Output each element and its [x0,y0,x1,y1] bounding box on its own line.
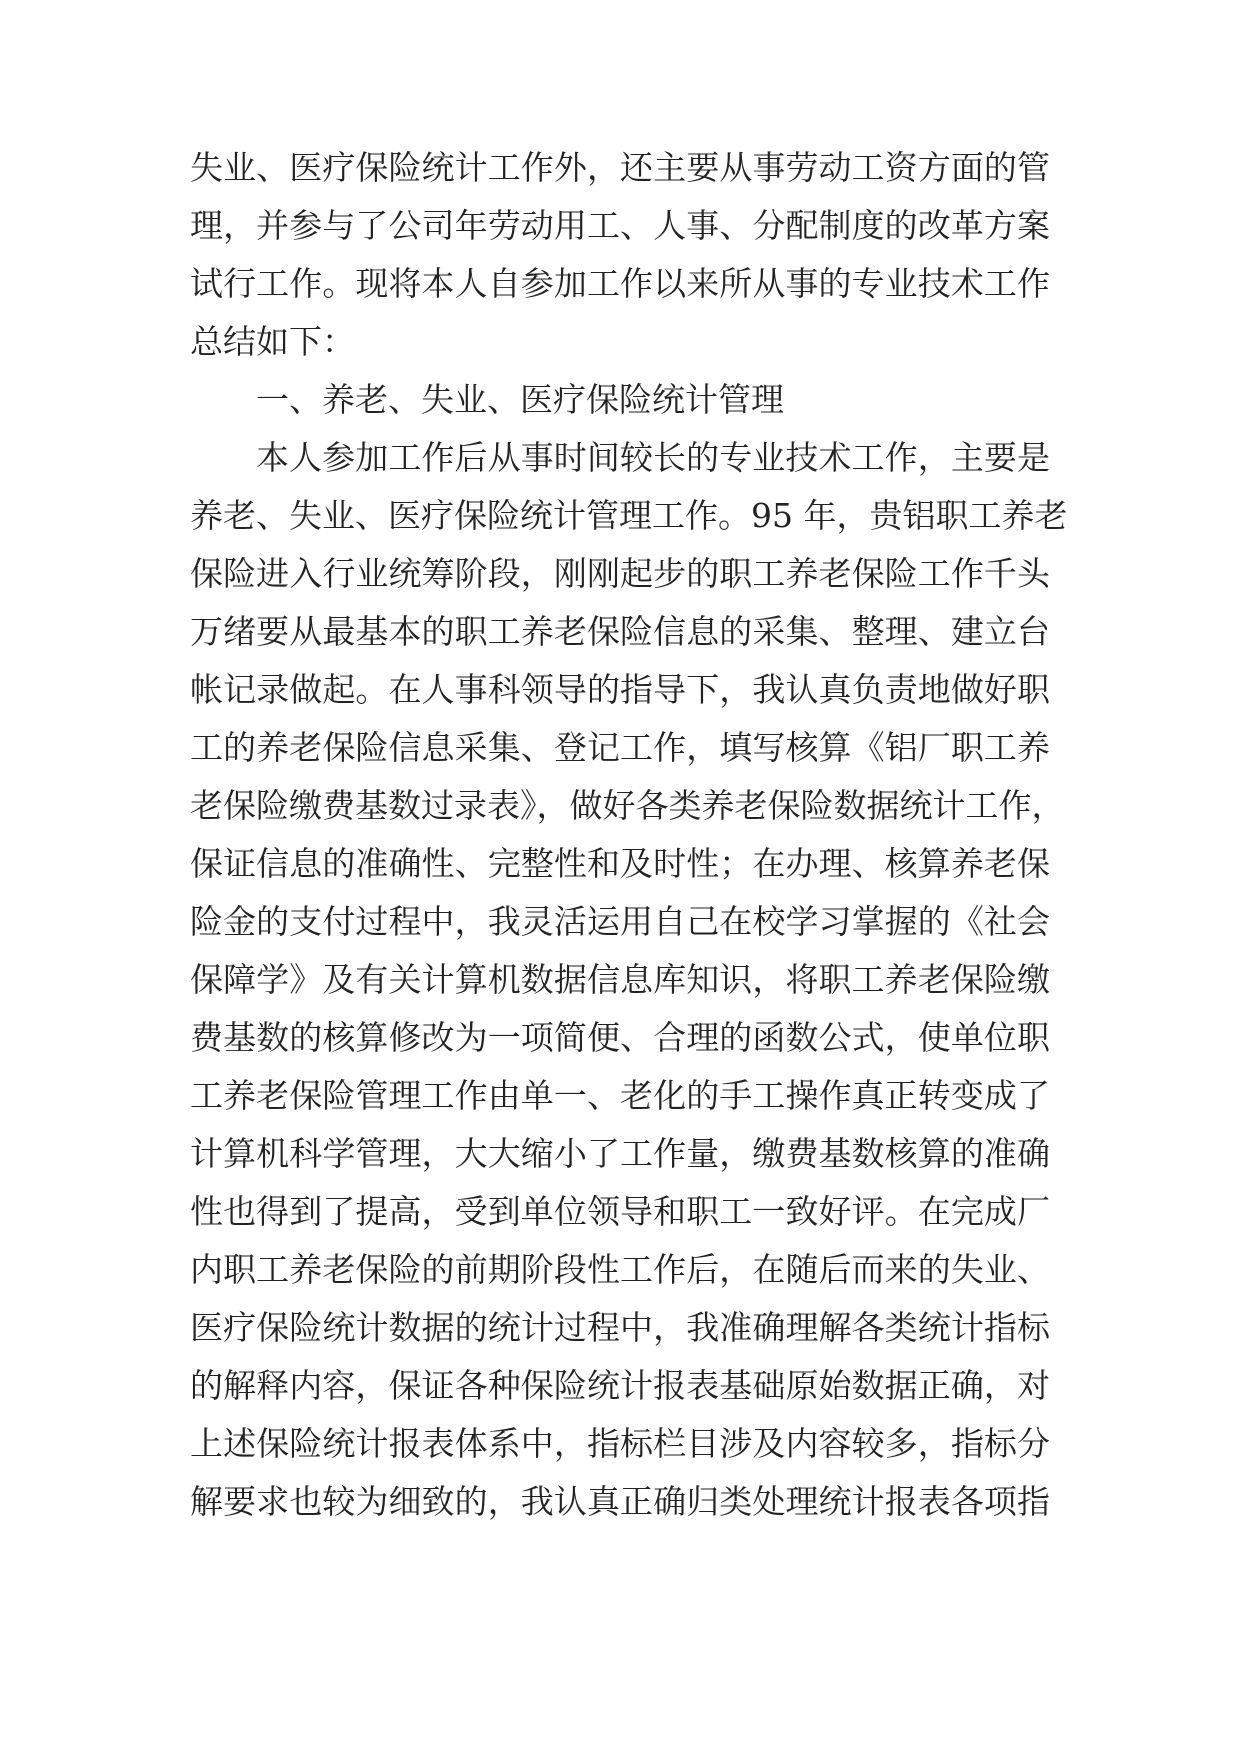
text-line: 万绪要从最基本的职工养老保险信息的采集、整理、建立台 [190,612,1050,651]
text-line: 老保险缴费基数过录表》，做好各类养老保险数据统计工作， [190,786,1065,825]
text-line: 保障学》及有关计算机数据信息库知识，将职工养老保险缴 [190,960,1050,999]
text-line: 工的养老保险信息采集、登记工作，填写核算《铝厂职工养 [190,728,1050,767]
text-line: 总结如下： [190,322,355,361]
text-line: 计算机科学管理，大大缩小了工作量，缴费基数核算的准确 [190,1134,1050,1173]
text-line: 工养老保险管理工作由单一、老化的手工操作真正转变成了 [190,1076,1050,1115]
text-line: 费基数的核算修改为一项简便、合理的函数公式，使单位职 [190,1018,1050,1057]
text-line: 本人参加工作后从事时间较长的专业技术工作，主要是 [256,438,1050,477]
text-line: 性也得到了提高，受到单位领导和职工一致好评。在完成厂 [190,1192,1050,1231]
text-line: 上述保险统计报表体系中，指标栏目涉及内容较多，指标分 [190,1424,1050,1463]
text-line: 保险进入行业统筹阶段，刚刚起步的职工养老保险工作千头 [190,554,1050,593]
text-line: 失业、医疗保险统计工作外，还主要从事劳动工资方面的管 [190,148,1050,187]
text-line: 理，并参与了公司年劳动用工、人事、分配制度的改革方案 [190,206,1050,245]
text-line: 试行工作。现将本人自参加工作以来所从事的专业技术工作 [190,264,1050,303]
section-heading: 一、养老、失业、医疗保险统计管理 [256,380,784,419]
text-line: 医疗保险统计数据的统计过程中，我准确理解各类统计指标 [190,1308,1050,1347]
text-line: 解要求也较为细致的，我认真正确归类处理统计报表各项指 [190,1482,1050,1521]
text-line: 保证信息的准确性、完整性和及时性；在办理、核算养老保 [190,844,1050,883]
text-line: 的解释内容，保证各种保险统计报表基础原始数据正确，对 [190,1366,1050,1405]
text-line: 内职工养老保险的前期阶段性工作后，在随后而来的失业、 [190,1250,1050,1289]
text-line: 养老、失业、医疗保险统计管理工作。95 年，贵铝职工养老 [190,496,1068,535]
text-line: 帐记录做起。在人事科领导的指导下，我认真负责地做好职 [190,670,1050,709]
text-line: 险金的支付过程中，我灵活运用自己在校学习掌握的《社会 [190,902,1050,941]
